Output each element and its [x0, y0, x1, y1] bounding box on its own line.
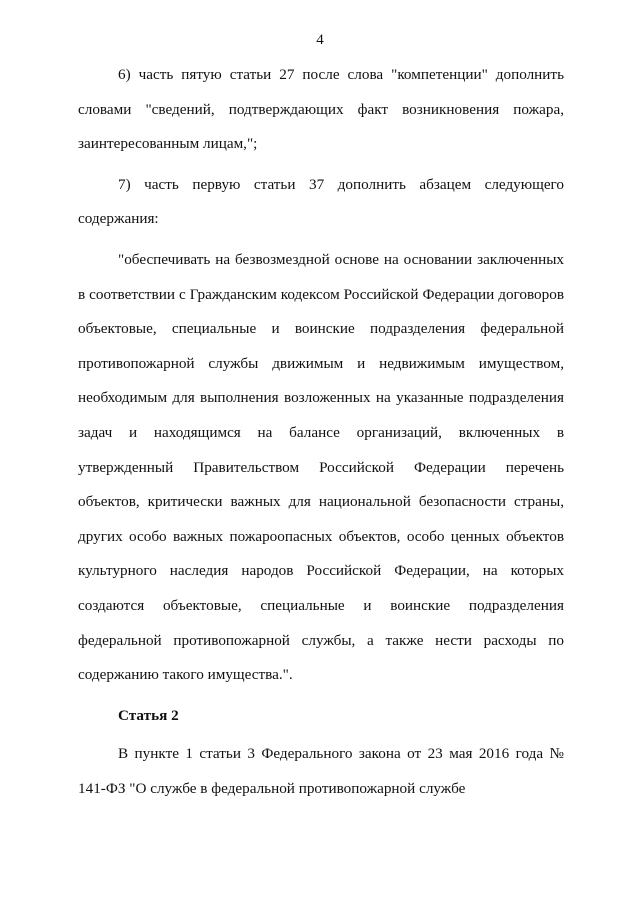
- paragraph-article-2: В пункте 1 статьи 3 Федерального закона от 23 мая 2016 года № 141-ФЗ "О службе в федеральной противопожарной службе: [78, 745, 564, 797]
- page-number: 4: [316, 32, 324, 48]
- paragraph-item-7: 7) часть первую статьи 37 дополнить абзацем следующего содержания:: [78, 175, 564, 228]
- paragraph-quoted-addition: "обеспечивать на безвозмездной основе на основании заключенных в соответствии с Гражданским кодексом Российской Федерации договоров объектовые, специальные и воинские подразделения федеральной противопожарной службы движимым и недвижимым имуществом, необходимым для выполнения возложенных на указанные подразделения задач и находящимся на балансе организаций, включенных в утвержденный Правительством Российской Федерации перечень объектов, критически важных для национальной безопасности страны, других особо важных пожароопасных объектов, особо ценных объектов культурного наследия народов Российской Федерации, на которых создаются объектовые, специальные и воинские подразделения федеральной противопожарной службы, а также нести расходы по содержанию такого имущества.".: [78, 250, 564, 684]
- paragraph-item-6: 6) часть пятую статьи 27 после слова "компетенции" дополнить словами "сведений, подтверждающих факт возникновения пожара, заинтересованным лицам,";: [78, 66, 564, 153]
- document-body: [78, 58, 564, 806]
- article-heading: Статья 2: [118, 706, 179, 724]
